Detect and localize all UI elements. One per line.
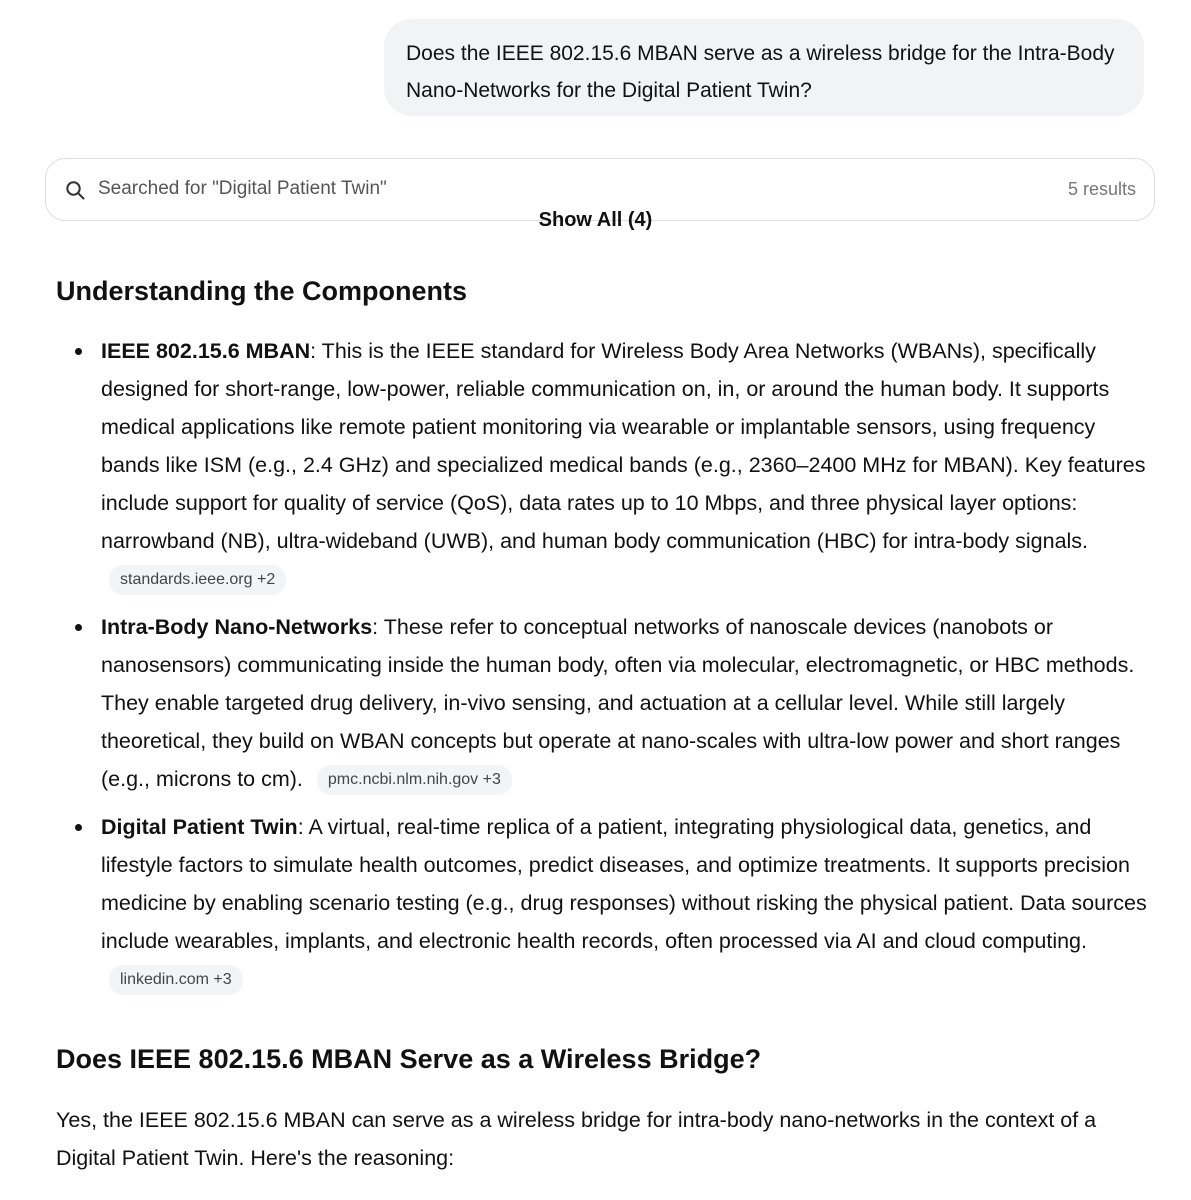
- user-message-text: Does the IEEE 802.15.6 MBAN serve as a wireless bridge for the Intra-Body Nano-Networks for the Digital Patient Twin?: [406, 42, 1115, 102]
- bullet-dot: [75, 348, 82, 355]
- term-description: : This is the IEEE standard for Wireless Body Area Networks (WBANs), specifically designed for short-range, low-power, reliable communication on, in, or around the human body. It supports medical applications like remote patient monitoring via wearable or implantable sensors, using frequency bands like ISM (e.g., 2.4 GHz) and specialized medical bands (e.g., 2360–2400 MHz for MBAN). Key features include support for quality of service (QoS), data rates up to 10 Mbps, and three physical layer options: narrowband (NB), ultra-wideband (UWB), and human body communication (HBC) for intra-body signals.: [101, 339, 1146, 553]
- source-chip[interactable]: linkedin.com +3: [109, 965, 243, 995]
- list-item: [56, 608, 1156, 798]
- search-results-count: 5 results: [1067, 179, 1136, 199]
- term-description: : A virtual, real-time replica of a patient, integrating physiological data, genetics, and lifestyle factors to simulate health outcomes, predict diseases, and optimize treatments. It supports precision medicine by enabling scenario testing (e.g., drug responses) without risking the physical patient. Data sources include wearables, implants, and electronic health records, often processed via AI and cloud computing.: [101, 815, 1147, 953]
- list-item: [56, 808, 1156, 998]
- search-icon: [65, 180, 85, 200]
- show-all-button[interactable]: Show All (4): [0, 209, 1191, 232]
- source-chip[interactable]: standards.ieee.org +2: [109, 565, 286, 595]
- term-label: IEEE 802.15.6 MBAN: [101, 339, 311, 363]
- term-description: : These refer to conceptual networks of nanoscale devices (nanobots or nanosensors) communicating inside the human body, often via molecular, electromagnetic, or HBC methods. They enable targeted drug delivery, in-vivo sensing, and actuation at a cellular level. While still largely theoretical, they build on WBAN concepts but operate at nano-scales with ultra-low power and short ranges (e.g., microns to cm).: [101, 615, 1135, 791]
- list-item: [56, 332, 1156, 598]
- term-label: Intra-Body Nano-Networks: [101, 615, 373, 639]
- bullet-dot: [75, 624, 82, 631]
- conclusion-paragraph: Yes, the IEEE 802.15.6 MBAN can serve as a wireless bridge for intra-body nano-networks in the context of a Digital Patient Twin. Here's the reasoning:: [56, 1108, 1097, 1170]
- bullet-dot: [75, 824, 82, 831]
- search-query-label: Searched for "Digital Patient Twin": [98, 178, 387, 199]
- user-message-bubble: [384, 19, 1144, 116]
- section-heading-components: Understanding the Components: [56, 276, 467, 306]
- section-heading-bridge: Does IEEE 802.15.6 MBAN Serve as a Wireless Bridge?: [56, 1044, 762, 1074]
- term-label: Digital Patient Twin: [101, 815, 298, 839]
- components-list: [56, 332, 1156, 1008]
- source-chip[interactable]: pmc.ncbi.nlm.nih.gov +3: [317, 765, 512, 795]
